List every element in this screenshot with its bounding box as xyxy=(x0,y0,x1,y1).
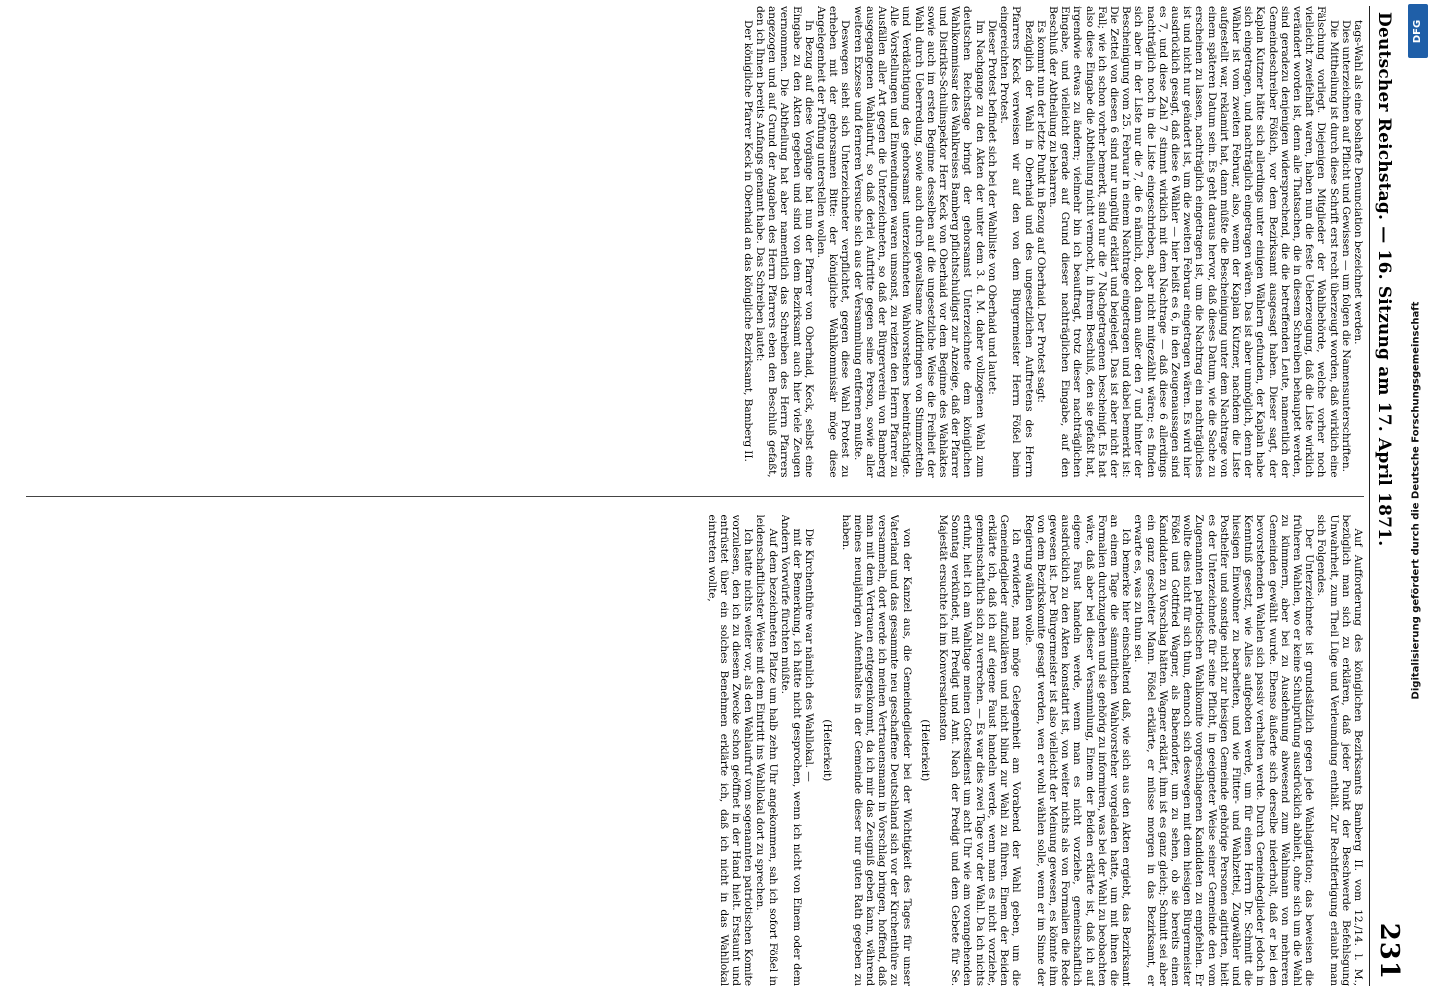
paragraph: Die Kirchenthüre war nämlich des Wahllokal. — xyxy=(803,528,816,782)
paragraph: Bezüglich der Wahl in Oberhaid und des ungesetzlichen Auftretens des Herrn Pfarrers Keck verweisen wir auf den von dem Bürgermeister Herrn Fößel beim eingereichten Protest. xyxy=(998,6,1035,478)
page-number: 231 xyxy=(1374,922,1404,980)
paragraph: Der Unterzeichnete ist grundsätzlich gegen jede Wahlagitation; das beweisen die früheren Wahlen, wo er keine Schulprüfung ausdrücklich abhielt, ohne sich um die Wahl zu kümmern, aber bei zu Ausdehnung abwesend zum Wahlmann von mehreren Gemeinden gewählt wurde. Ebenso äußerte sich derselbe niederholt, daß er bei den bevorstehenden Wahlen sich passiv verhalten werde. Durch Gemeindeglieder jedoch in Kenntniß gesetzt, wie Alles aufgeboten werde, um für einen Herrn Dr. Schmitt die hiesigen Einwohner zu bearbeiten, und wie Flitter- und Wahlzettel, Zugwähler und Posthelfer und sonstige nicht zur hiesigen Gemeinde gehörige Personen agitirten, hielt es der Unterzeichnete für seine Pflicht, in geeigneter Weise seiner Gemeinde den vom Zugenannten patriotischen Wahlkomite vorgeschlagenen Kandidaten zu empfehlen. Er wollte dies nicht für sich thun, dennoch sich deswegen mit dem hiesigen Bürgermeister Fößel und Gottfried Wagner, als Babendorfer, um zu sehen, ob sie bereits einen Kandidaten zu Vorschlag hätten. Wagner erklärt, ihm ist es ganz gleich; Schmitt sei aber ein ganz gescheiter Mann. Fößel erklärte, er müsse morgen in das Bezirksamt, er erwarte es, was zu thun sei. xyxy=(1132,514,1316,986)
paragraph: Ich hatte nichts weiter vor, als den Wahlaufruf vom sogenannten patriotischen Komite vorzulesen, den ich zu diesem Zwecke schon geöffnet in der Hand hielt. Erstaunt und entrüstet über ein solches Benehmen erklärte ich, daß ich nicht in das Wahllokal eintreten wollte, xyxy=(705,514,755,986)
digitization-credit xyxy=(1402,60,1430,940)
paragraph: (Heiterkeit) xyxy=(821,719,834,782)
paragraph: Die Mittheilung ist durch diese Schrift erst recht überzeugt worden, daß wirklich eine Fälschung vorliegt. Diejenigen Mitglieder der Wahlbehörde, welche vorher noch vielleicht zweifelhaft waren, haben nun die feste Ueberzeugung, daß die Liste wirklich verändert worden ist, denn alle Thatsachen, die in diesem Schreiben behauptet werden, sind geradezu denjenigen widersprechend, die die betreffenden Leute, namentlich der Gemeindeschreiber Fößich, vor dem Bezirksamt ausgesagt haben. Dieser sagt, der Kaplan Kutzner hätte sich allerdings unter einigen Wählern gefunden, der Kaplan habe sich eingetragen, und nachträglich eingetragen wären. Das ist aber unmöglich, denn der Wähler ist vom zweiten Februar, also, wenn der Kaplan Kutzner, nachdem die Liste aufgestellt war, reklamirt hat, dann müßte die Bescheinigung unter dem Nachtrage von einem späteren Datum sein. Es geht daraus hervor, daß dieses Datum, wie die Sache zu erscheinen zu lassen, nachträglich eingetragen ist, um die Nachtrag ein nachträgliches ist und nicht nur geändert ist, um die zweiten Februar eingetragen wären. Es wird hier ausdrücklich gesagt, daß diese 6 Wähler — hier heißt es 6, in den Zeugenaussagen sind es 7, und diese Zahl 7 stimmt wirklich mit dem Nachtrage — daß diese 6 allerdings nachträglich noch in die Liste eingeschrieben, aber nicht mitgezählt wären; es finden sich aber in der Liste nur die 7, die 6 nämlich, doch dann außer den 7 und hinter der Bescheinigung vom 25. Februar in einem Nachtrage eingetragen und dabei bemerkt ist: Die Zettel von diesen 6 sind nur ungültig erklärt und beigelegt. Das ist aber nicht der Fall; wie ich schon vorher bemerkt, sind nur die 7 Nachgetragenen bescheinigt. Es hat also diese Eingabe die Abtheilung nicht vermocht, in ihrem Beschluß, den sie gefaßt hat, irgendwie etwas zu ändern; vielmehr bin ich beauftragt, trotz dieser nachträglichen Eingabe, und vielleicht gerade auf Grund dieser nachträglichen Eingabe, auf den Beschluß der Abtheilung zu beharren. xyxy=(1046,6,1340,478)
right-column xyxy=(26,515,1364,987)
column-rule xyxy=(26,496,1364,497)
dfg-logo-icon: DFG xyxy=(1408,4,1428,58)
paragraph: von der Kanzel aus, die Gemeindeglieder bei der Wichtigkeit des Tages für unser Vaterland und das gesammte neu geschaffene Deutschland sich vor der Kirchenthüre zu versammeln, dort werde ich meinen Vertrauensmann in Vorschlag bringen, hoffend, daß man mit dem Vertrauen entgegenkommt, da ich mir das Zeugniß geben kann, während meines neunjährigen Aufenthaltes in der Gemeinde dieser nur guten Rath gegeben zu haben. xyxy=(839,514,913,986)
paragraph: Im Nachgange zu den Akten der unter dem 3. d. M. daher vollzogenen Wahl zum deutschen Reichstage bringt der gehorsamst Unterzeichnete dem königlichen Wahlkommissar des Wahlkreises Bamberg pflichtschuldigst zur Anzeige, daß der Pfarrer und Distrikts-Schulinspektor Herr Keck von Oberhaid vor dem Beginne des Wahlaktes sowie auch im ersten Beginne desselben auf die ungesetzliche Weise die Freiheit der Wahl durch Ueberredung, sowie auch durch gewaltsame Aufdringen von Stimmzetteln und Verdächtigung des gehorsamst unterzeichneten Wahlvorstehers beeinträchtigte. Alle Vorstellungen und Einwendungen waren umsonst, zu reizten den Herrn Pfarrer zu Ausfällen aller Art gegen die Unterzeichneten, so daß der Bürgerverein von Bamberg ausgegangenen Wahlaufruf, so daß derlei Auftritte gegen seine Person, sowie aller weiteren Exzesse und ferneren Versuche sich aus der Versammlung entfernen mußte. xyxy=(851,6,986,478)
paragraph: mit der Bemerkung, ich hätte nicht gesprochen, wenn ich nicht von Einem oder dem Andern Vorwürfe fürchten müßte. xyxy=(778,514,804,986)
paragraph: Ich bemerke hier einschaltend daß, wie sich aus den Akten ergiebt, das Bezirksamt an einem Tage die sämmtlichen Wahlvorsteher vorgeladen hatte, um mit ihnen die Formalien durchzugehen und sie gehörig zu informiren, was bei der Wahl zu beobachten wäre, daß aber bei dieser Versammlung, Einem der Beiden erklärte ist, daß ich auf eigene Faust handeln werde, wenn man es nicht vorziehe, gemeinschaftlich ausdrücklich zu den Akten konstatirt ist, von weiter nichts als von Formalien die Rede gewesen ist. Der Bürgermeister ist also vielleicht der Meinung gewesen, es könnte ihm von dem Bezirkskomite gesagt werden, wen er wohl wählen solle, wenn er im Sinne der Regierung wählen wolle. xyxy=(1022,514,1133,986)
columns xyxy=(26,6,1364,986)
paragraph: In Bezug auf diese Vorgänge hat nun der Pfarrer von Oberhaid, Keck, selbst eine Eingabe zu den Akten gegeben und sind von dem Bezirksamt auch hier viele Zeugen vernommen. Die Abtheilung hat aber namentlich das Schreiben des Herrn Pfarrers angezogen und auf Grund der Angaben des Herrn Pfarrers eben den Beschluß gefaßt, den ich Ihnen bereits Anfangs genannt habe. Das Schreiben lautet: xyxy=(754,6,815,478)
paragraph: Der königliche Pfarrer Keck in Oberhaid an das königliche Bezirksamt, Bamberg II. xyxy=(741,20,754,462)
newspaper-page xyxy=(18,6,1418,986)
paragraph: Es kommt nun der letzte Punkt in Bezug auf Oberhaid. Der Protest sagt: xyxy=(1034,20,1047,403)
paragraph: (Heiterkeit) xyxy=(918,719,931,782)
paragraph: Deswegen sieht sich Unterzeichneter verpflichtet, gegen diese Wahl Protest zu erheben mit der gehorsamen Bitte: der königliche Wahlkommissär möge diese Angelegenheit der Prüfung unterstellen wollen. xyxy=(815,6,852,478)
credit-text: Digitalisierung gefördert durch die Deutsche Forschungsgemeinschaft xyxy=(1410,301,1422,699)
paragraph: Dies unterzeichnen auf Pflicht und Gewissen — um folgen die Namensunterschriften. xyxy=(1339,20,1352,472)
paragraph: tags-Wahl als eine boshafte Denunciation bezeichnet werden. xyxy=(1352,20,1364,345)
paragraph: Auf Aufforderung des königlichen Bezirksamts Bamberg II. vom 12./14. l. M., bezüglich man sich zu erklären, daß jeder Punkt der Beschwerde Befehlsgung Unwahrheit, zum Theil Lüge und Verleumdung enthält. Zur Rechtfertigung erlaubt man sich Folgendes. xyxy=(1315,514,1364,986)
paragraph: Auf dem bezeichneten Platze um halb zehn Uhr angekommen, sah ich sofort Fößel in leidenschaftlichster Weise mit dem Eintritt ins Wahllokal dort zu sprechen. xyxy=(754,514,779,986)
paragraph: Dieser Protest befindet sich bei der Wahlliste von Oberhaid und lautet: xyxy=(985,20,998,395)
paragraph: Ich erwiderte, man möge Gelegenheit am Vorabend der Wahl geben, um die Gemeindeglieder aufzuklären und nicht blind zur Wahl zu führen. Einem der Beiden erklärte ich, daß ich auf eigene Faust handeln werde, wenn man es nicht vorziehe, gemeinschaftlich sich zu verrechen. — Es war dies zwei Tage vor der Wahl. Da ich nichts erfuhr, hielt ich am Wahltage meinen Gottesdienst um acht Uhr wie am vorangehenden Sonntag verkündet, mit Predigt und Amt. Nach der Predigt und dem Gebete für Se. Majestät ersuchte ich im Konversationston xyxy=(937,514,1023,986)
header-title: Deutscher Reichstag. — 16. Sitzung am 17. April 1871. xyxy=(1374,12,1394,547)
left-column xyxy=(26,6,1364,478)
